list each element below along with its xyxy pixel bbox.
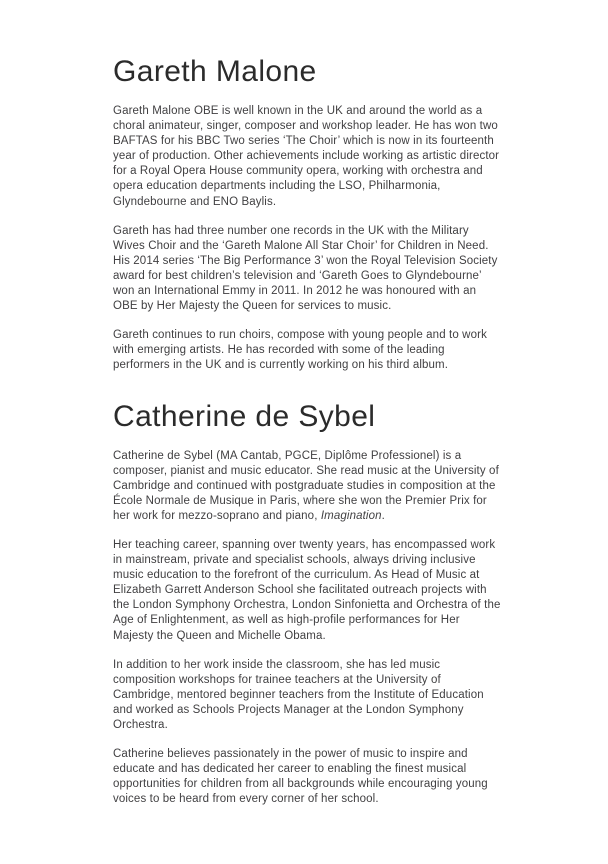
page-title-gareth-malone: Gareth Malone — [113, 55, 317, 88]
bio-paragraph: Gareth continues to run choirs, compose with young people and to work with emerging artists. He has recorded with some of the leading performers in the UK and is currently working on his third album. — [113, 329, 487, 372]
bio-paragraph: In addition to her work inside the classroom, she has led music composition workshops for trainee teachers at the University of Cambridge, mentored beginner teachers from the Institute of Education and worked as Schools Projects Manager at the London Symphony Orchestra. — [113, 658, 484, 731]
page-title-catherine-de-sybel: Catherine de Sybel — [113, 399, 376, 433]
bio-paragraph — [113, 449, 502, 524]
bio-paragraph: Gareth has had three number one records in the UK with the Military Wives Choir and the ‘Gareth Malone All Star Choir’ for Children in Need. His 2014 series ‘The Big Performance 3’ won the Royal Television Society award for best children’s television and ‘Gareth Goes to Glyndebourne’ won an International Emmy in 2011. In 2012 he was honoured with an OBE by Her Majesty the Queen for services to music. — [113, 224, 498, 313]
bio-paragraph: Catherine believes passionately in the power of music to inspire and educate and has dedicated her career to enabling the finest musical opportunities for children from all backgrounds while encouraging young voices to be heard from every corner of her school. — [113, 748, 488, 806]
paragraph-text-suffix: . — [381, 509, 385, 522]
italic-work-title: Imagination — [320, 509, 382, 522]
bio-section-gareth-malone — [113, 55, 508, 374]
bio-section-catherine-de-sybel — [113, 400, 508, 808]
paragraph-text: Catherine de Sybel (MA Cantab, PGCE, Diplôme Professionel) is a composer, pianist and music educator. She read music at the University of Cambridge and continued with postgraduate studies in composition at the École Normale de Musique in Paris, where she won the Premier Prix for her work for mezzo-soprano and piano, — [113, 449, 499, 522]
bio-paragraph: Gareth Malone OBE is well known in the UK and around the world as a choral animateur, singer, composer and workshop leader. He has won two BAFTAS for his BBC Two series ‘The Choir’ which is now in its fourteenth year of production. Other achievements include working as artistic director for a Royal Opera House community opera, working with orchestra and opera education departments including the LSO, Philharmonia, Glyndebourne and ENO Baylis. — [113, 105, 500, 208]
bio-paragraph: Her teaching career, spanning over twenty years, has encompassed work in mainstream, private and specialist schools, always driving inclusive music education to the forefront of the curriculum. As Head of Music at Elizabeth Garrett Anderson School she facilitated outreach projects with the London Symphony Orchestra, London Sinfonietta and Orchestra of the Age of Enlightenment, as well as high-profile performances for Her Majesty the Queen and Michelle Obama. — [113, 538, 501, 642]
